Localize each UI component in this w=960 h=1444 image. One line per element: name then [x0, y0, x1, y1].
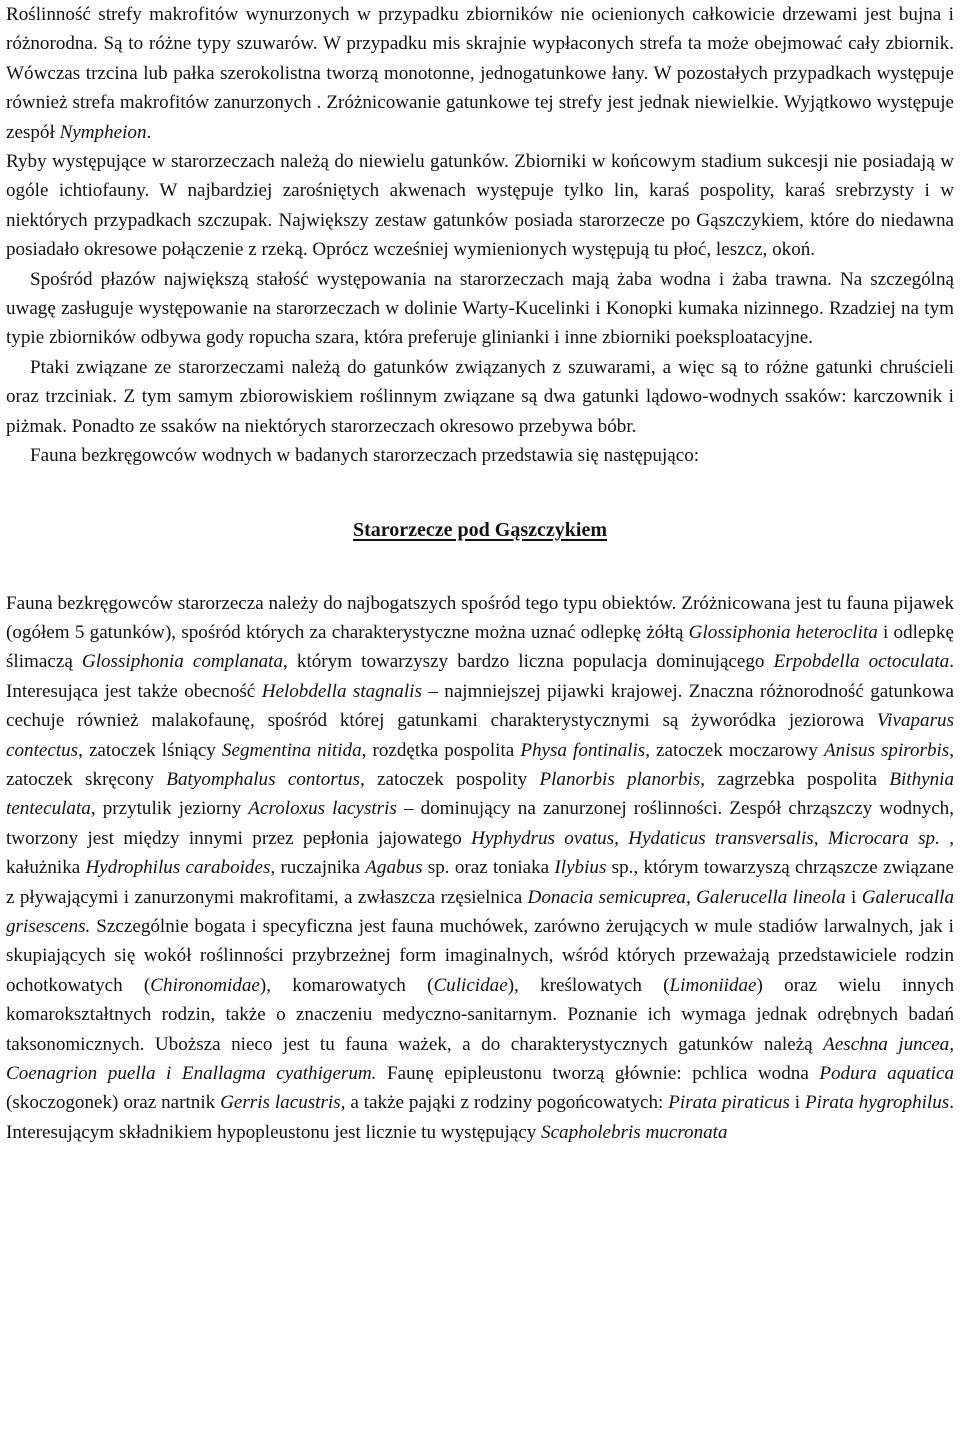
species-name: Physa fontinalis: [520, 739, 646, 761]
species-name: Culicidae: [433, 974, 508, 996]
text-segment: a także pająki z rodziny pogońcowatych:: [345, 1092, 669, 1114]
species-name: Nympheion: [59, 121, 147, 143]
text-segment: – najmniejszej pijawki krajowej. Znaczna różnorodność gatunkowa cechuje również malakofaunę, spośród której gatunkami charakterystycznymi są żyworódka jeziorowa: [6, 680, 954, 732]
species-name: Gerris lacustris,: [220, 1092, 346, 1114]
species-name: Helobdella stagnalis: [261, 680, 422, 702]
species-name: Podura aquatica: [819, 1063, 954, 1084]
species-name: Galerucalla grisescens.: [6, 886, 954, 937]
text-segment: sp. oraz toniaka: [422, 857, 555, 879]
species-name: Glossiphonia heteroclita: [688, 621, 878, 643]
text-segment: ), kreślowatych (: [507, 974, 670, 996]
text-segment: sp., którym towarzyszą chrząszcze związane z pływającymi i zanurzonymi makrofitami, a zwłaszcza rzęsielnica: [6, 857, 954, 908]
paragraph-vegetation: [6, 0, 954, 147]
species-name: Hydrophilus caraboides,: [85, 857, 276, 879]
species-name: Batyomphalus contortus: [166, 768, 360, 790]
species-name: Planorbis planorbis: [539, 768, 701, 790]
text-segment: Fauna bezkręgowców starorzecza należy do najbogatszych spośród tego typu obiektów. Zróżnicowana jest tu fauna pijawek (ogółem 5 gatunków), spośród których za charakterystyczne można uznać odlepkę żółtą: [6, 592, 954, 643]
text-segment: ,: [614, 827, 629, 849]
species-name: Aeschna juncea, Coenagrion puella i Enallagma cyathigerum.: [6, 1033, 954, 1084]
section-heading-block: [6, 471, 954, 589]
species-name: Acroloxus lacystris: [248, 798, 397, 820]
species-name: Erpobdella octoculata: [773, 651, 950, 673]
text-segment: Szczególnie bogata i specyficzna jest fauna muchówek, zarówno żerujących w mule stadiów larwalnych, jak i skupiających się wokół roślinności przybrzeżnej form imaginalnych, wśród których przeważają przedstawiciele rodzin ochotkowatych (: [6, 915, 954, 996]
text-segment: Roślinność strefy makrofitów wynurzonych w przypadku zbiorników nie ocienionych całkowicie drzewami jest bujna i różnorodna. Są to różne typy szuwarów. W przypadku mis skrajnie wypłaconych strefa ta może obejmować cały zbiornik. Wówczas trzcina lub pałka szerokolistna tworzą monotonne, jednogatunkowe łany. W pozostałych przypadkach występuje również strefa makrofitów zanurzonych . Zróżnicowanie gatunkowe tej strefy jest jednak niewielkie. Wyjątkowo występuje zespół: [6, 4, 954, 143]
text-segment: , zatoczek lśniący: [78, 739, 222, 761]
text-segment: zatoczek skręcony: [6, 768, 167, 790]
text-segment: , zatoczek moczarowy: [645, 739, 824, 761]
species-name: Hydaticus transversalis, Microcara sp.: [628, 827, 950, 849]
text-segment: .: [146, 121, 152, 143]
species-name: Chironomidae: [150, 974, 260, 996]
text-segment: , którym towarzyszy bardzo liczna populacja dominującego: [283, 651, 774, 673]
species-name: Donacia semicuprea, Galerucella lineola: [527, 886, 846, 908]
species-name: Scapholebris mucronata: [541, 1121, 728, 1143]
section-heading: Starorzecze pod Gąszczykiem: [353, 518, 607, 541]
text-segment: i: [789, 1092, 805, 1114]
text-segment: ) oraz wielu innych komarokształtnych rodzin, także o znaczeniu medyczno-sanitarnym. Poznanie ich wymaga jednak odrębnych badań taksonomicznych. Uboższa nieco jest tu fauna ważek, a do charakterystycznych gatunków należą: [6, 974, 954, 1055]
text-segment: , rozdętka pospolita: [361, 739, 521, 761]
text-segment: , kałużnika: [6, 827, 954, 879]
paragraph-invertebrate-fauna: [6, 589, 954, 1148]
text-segment: Faunę epipleustonu tworzą głównie: pchlica wodna: [376, 1063, 820, 1084]
text-segment: . Interesującym składnikiem hypopleustonu jest licznie tu występujący: [6, 1092, 954, 1143]
text-segment: ), komarowatych (: [259, 974, 434, 996]
text-segment: (skoczogonek) oraz nartnik: [6, 1092, 221, 1114]
species-name: Glossiphonia complanata: [81, 651, 284, 673]
species-name: Pirata hygrophilus: [804, 1092, 950, 1114]
species-name: Pirata piraticus: [668, 1092, 790, 1114]
text-segment: – dominujący na zanurzonej roślinności. Zespół chrząszczy wodnych, tworzony jest między innymi przez pepłonia jajowatego: [6, 798, 954, 849]
text-segment: i odlepkę ślimaczą: [6, 621, 954, 673]
text-segment: ruczajnika: [275, 857, 366, 879]
species-name: Limoniidae: [669, 974, 757, 996]
paragraph-invertebrates-intro: Fauna bezkręgowców wodnych w badanych starorzeczach przedstawia się następująco:: [30, 445, 700, 467]
text-segment: i: [845, 886, 862, 908]
species-name: Bithynia tenteculata: [6, 768, 955, 820]
text-segment: , zatoczek pospolity: [359, 768, 540, 790]
species-name: Agabus: [365, 857, 423, 879]
text-segment: . Interesująca jest także obecność: [6, 651, 954, 702]
text-segment: , przytulik jeziorny: [90, 798, 249, 820]
paragraph-birds-mammals: Ptaki związane ze starorzeczami należą do gatunków związanych z szuwarami, a więc są to różne gatunki chruścieli oraz trzciniak. Z tym samym zbiorowiskiem roślinnym związane są dwa gatunki lądowo-wodnych ssaków: karczownik i piżmak. Ponadto ze ssaków na niektórych starorzeczach okresowo przebywa bóbr.: [6, 356, 954, 437]
species-name: Ilybius: [554, 857, 607, 879]
species-name: Segmentina nitida: [221, 739, 362, 761]
text-segment: , zagrzebka pospolita: [700, 768, 890, 790]
species-name: Vivaparus contectus: [6, 710, 954, 761]
paragraph-amphibians: Spośród płazów największą stałość występowania na starorzeczach mają żaba wodna i żaba trawna. Na szczególną uwagę zasługuje występowanie na starorzeczach w dolinie Warty-Kucelinki i Konopki kumaka nizinnego. Rzadziej na tym typie zbiorników odbywa gody ropucha szara, która preferuje glinianki i inne zbiorniki poeksploatacyjne.: [6, 268, 954, 349]
species-name: Hyphydrus ovatus: [471, 827, 615, 849]
species-name: Anisus spirorbis,: [823, 739, 955, 761]
paragraph-fish: Ryby występujące w starorzeczach należą do niewielu gatunków. Zbiorniki w końcowym stadium sukcesji nie posiadają w ogóle ichtiofauny. W najbardziej zarośniętych akwenach występuje tylko lin, karaś pospolity, karaś srebrzysty i w niektórych przypadkach szczupak. Największy zestaw gatunków posiada starorzecze po Gąszczykiem, które do niedawna posiadało okresowe połączenie z rzeką. Oprócz wcześniej wymienionych występują tu płoć, leszcz, okoń.: [6, 151, 954, 261]
